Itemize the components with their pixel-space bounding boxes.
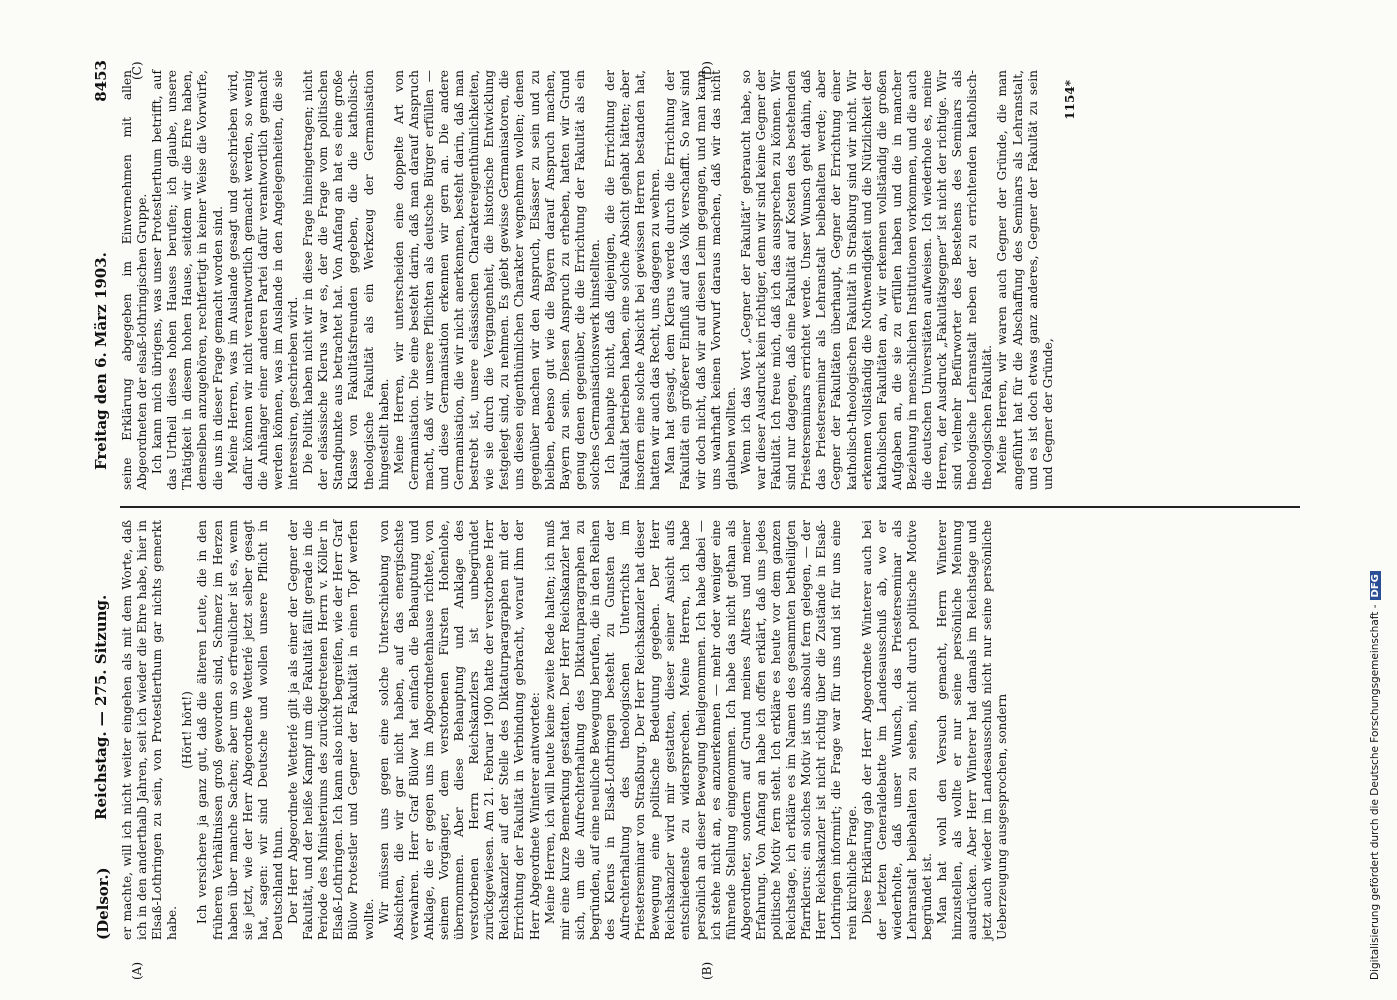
paragraph: seine Erklärung abgegeben im Einvernehmen mit allen Abgeordneten der elsaß-lothringischen Gruppe.: [120, 70, 150, 490]
signature-mark: 1154*: [1062, 80, 1077, 120]
dfg-logo: DFG: [1370, 571, 1381, 600]
margin-letter-a: (A): [130, 961, 144, 980]
left-column: [120, 520, 1011, 940]
page-number: 8453: [92, 60, 110, 102]
margin-letter-c: (C): [130, 61, 144, 80]
paragraph: Der Herr Abgeordnete Wetterlé gilt ja als einer der Gegner der Fakultät, und der heiße Kampf um die Fakultät fällt gerade in die Periode des Ministeriums des zurückgetretenen Herrn v. Köller in Elsaß-Lothringen. Ich kann also nicht begreifen, wie der Herr Graf Bülow Protestler und Gegner der Fakultät in einen Topf werfen wollte.: [286, 520, 376, 940]
paragraph: Ich kann mich übrigens, was unser Protestlerthum betrifft, auf das Urtheil dieses hohen Hauses berufen; ich glaube, unsere Thätigkeit in diesem hohen Hause, seitdem wir die Ehre haben, demselben anzugehören, rechtfertigt in keiner Weise die Vorwürfe, die uns in dieser Frage gemacht worden sind.: [150, 70, 225, 490]
paragraph: Wenn ich das Wort „Gegner der Fakultät“ gebraucht habe, so war dieser Ausdruck kein richtiger, denn wir sind keine Gegner der Fakultät. Ich freue mich, daß ich das aussprechen zu können. Wir sind nur dagegen, daß eine Fakultät auf Kosten des bestehenden Priesterseminars errichtet werde. Unser Wunsch geht dahin, daß das Priesterseminar als Lehranstalt beibehalten werde; aber Gegner der Fakultäten überhaupt, Gegner der Errichtung einer katholisch-theologischen Fakultät in Straßburg sind wir nicht. Wir erkennen vollständig die Nothwendigkeit und die Nützlichkeit der katholischen Fakultäten an, wir erkennen vollständig die großen Aufgaben an, die sie zu erfüllen haben und die in mancher Beziehung in menschlichen Institutionen vorkommen, und die auch die deutschen Universitäten aufweisen. Ich wiederhole es, meine Herren, der Ausdruck „Fakultätsgegner“ ist nicht der richtige. Wir sind vielmehr Befürworter des Bestehens des Seminars als theologische Lehranstalt neben der zu errichtenden katholisch-theologischen Fakultät.: [738, 70, 995, 490]
paragraph: Ich versichere ja ganz gut, daß die älteren Leute, die in den früheren Verhältnissen groß geworden sind, Schmerz im Herzen haben über manche Sachen; aber um so erfreulicher ist es, wenn sie jetzt, wie der Herr Abgeordnete Wetterlé jetzt selber gesagt hat, sagen: wir sind Deutsche und wollen unsere Pflicht in Deutschland thun.: [195, 520, 285, 940]
paragraph: Man hat gesagt, dem Klerus werde durch die Errichtung der Fakultät ein größerer Einfluß auf das Volk verschafft. So naiv sind wir doch nicht, daß wir auf diesen Leim gegangen, und man kann uns wahrhaft keinen Vorwurf daraus machen, daß wir das nicht glauben wollten.: [663, 70, 738, 490]
paragraph: Man hat wohl den Versuch gemacht, Herrn Winterer hinzustellen, als wollte er nur seine persönliche Meinung ausdrücken. Aber Herr Winterer hat damals im Reichstage und jetzt auch wieder im Landesausschuß nicht nur seine persönliche Ueberzeugung ausgesprochen, sondern: [935, 520, 1010, 940]
paragraph: Ich behaupte nicht, daß diejenigen, die die Errichtung der Fakultät betrieben haben, eine solche Absicht gehabt hätten; aber insofern eine solche Absicht bei gewissen Herren bestanden hat, hatten wir auch das Recht, uns dagegen zu wehren.: [603, 70, 663, 490]
speaker-label: (Delsor.): [94, 867, 112, 940]
margin-letter-b: (B): [700, 961, 714, 980]
session-date: Freitag den 6. März 1903.: [92, 252, 110, 470]
session-title: Reichstag. — 275. Sitzung.: [92, 594, 110, 820]
paragraph: Diese Erklärung gab der Herr Abgeordnete Winterer auch bei der letzten Generaldebatte im Landesausschuß ab, wo er wiederholte, daß unser Wunsch, das Priesterseminar als Lehranstalt beibehalten zu sehen, nicht durch politische Motive begründet ist.: [859, 520, 934, 940]
column-divider: [120, 506, 1300, 508]
paragraph: Meine Herren, wir waren auch Gegner der Gründe, die man angeführt hat für die Abschaffung des Seminars als Lehranstalt, und es ist doch etwas ganz anderes, Gegner der Fakultät zu sein und Gegner der Gründe,: [995, 70, 1055, 490]
page-header: [90, 60, 118, 940]
paragraph: Die Politik haben nicht wir in diese Frage hineingetragen; nicht der elsässische Klerus war es, der die Frage vom politischen Standpunkte aus betrachtet hat. Von Anfang an hat es eine große Klasse von Fakultätsfreunden gegeben, die die katholisch-theologische Fakultät als ein Werkzeug der Germanisation hingestellt haben.: [301, 70, 391, 490]
digitization-sidebar: [1365, 20, 1395, 1000]
funding-text: Digitalisierung gefördert durch die Deutsche Forschungsgemeinschaft -: [1369, 604, 1381, 980]
paragraph: Meine Herren, wir unterscheiden eine doppelte Art von Germanisation. Die eine besteht darin, daß man darauf Anspruch macht, daß wir unsere Pflichten als deutsche Bürger erfüllen — und diese Germanisation erkennen wir gern an. Die andere Germanisation, die wir nicht anerkennen, besteht darin, daß man bestrebt ist, unsere elsässischen Charaktereigenthümlichkeiten, wie sie durch die Vergangenheit, die historische Entwicklung festgelegt sind, zu nehmen. Es giebt gewisse Germanisatoren, die uns diesen eigenthümlichen Charakter wegnehmen wollen; denen gegenüber machen wir den Anspruch, Elsässer zu sein und zu bleiben, ebenso gut wie die Bayern darauf Anspruch machen, Bayern zu sein. Diesen Anspruch zu erheben, hatten wir Grund genug denen gegenüber, die die Errichtung der Fakultät als ein solches Germanisationswerk hinstellten.: [391, 70, 602, 490]
paragraph: Meine Herren, was im Auslande gesagt und geschrieben wird, dafür können wir nicht verantwortlich gemacht werden, so wenig die Anhänger einer anderen Partei dafür verantwortlich gemacht werden können, was im Auslande in den Angelegenheiten, die sie interessiren, geschrieben wird.: [225, 70, 301, 490]
paragraph: Meine Herren, ich will heute keine zweite Rede halten; ich muß mir eine kurze Bemerkung gestatten. Der Herr Reichskanzler hat sich, um die Aufrechterhaltung des Diktaturparagraphen zu begründen, auf eine neuliche Bewegung berufen, die in den Reihen des Klerus in Elsaß-Lothringen besteht zu Gunsten der Aufrechterhaltung des theologischen Unterrichts im Priesterseminar von Straßburg. Der Herr Reichskanzler hat dieser Bewegung eine politische Bedeutung gegeben. Der Herr Reichskanzler wird mir gestatten, dieser seiner Ansicht aufs entschiedenste zu widersprechen. Meine Herren, ich habe persönlich an dieser Bewegung theilgenommen. Ich habe dabei — ich stehe nicht an, es anzuerkennen — mehr oder weniger eine führende Stellung eingenommen. Ich habe das nicht gethan als Abgeordneter, sondern auf Grund meines Alters und meiner Erfahrung. Von Anfang an habe ich offen erklärt, daß uns jedes politische Motiv fern steht. Ich erkläre es heute vor dem ganzen Reichstage, ich erkläre es im Namen des gesammten betheiligten Pfarrklerus: ein solches Motiv ist uns absolut fern gelegen, — der Herr Reichskanzler ist nicht richtig über die Zustände in Elsaß-Lothringen informirt; die Frage war für uns und ist für uns eine rein kirchliche Frage.: [542, 520, 859, 940]
right-column: [120, 70, 1077, 490]
margin-letter-d: (D): [700, 61, 714, 80]
paragraph: Wir müssen uns gegen eine solche Unterschiebung von Absichten, die wir gar nicht haben, auf das energischste verwahren. Herr Graf Bülow hat einfach die Behauptung und Anklage, die er gegen uns im Abgeordnetenhause richtete, von seinem Vorgänger, dem verstorbenen Fürsten Hohenlohe, übernommen. Aber diese Behauptung und Anklage des verstorbenen Herrn Reichskanzlers ist unbegründet zurückgewiesen. Am 21. Februar 1900 hatte der verstorbene Herr Reichskanzler auf der Stelle des Diktaturparagraphen mit der Errichtung der Fakultät in Verbindung gebracht, worauf ihm der Herr Abgeordnete Winterer antwortete:: [376, 520, 542, 940]
paragraph: er machte, will ich nicht weiter eingehen als mit dem Worte, daß ich in den anderthalb Jahren, seit ich wieder die Ehre habe, hier in Elsaß-Lothringen zu sein, von Protestlerthum gar nichts gemerkt habe.: [120, 520, 180, 940]
funding-note: [1369, 30, 1381, 980]
paragraph: (Hört! hört!): [180, 691, 195, 769]
rotated-page: [90, 60, 1320, 980]
